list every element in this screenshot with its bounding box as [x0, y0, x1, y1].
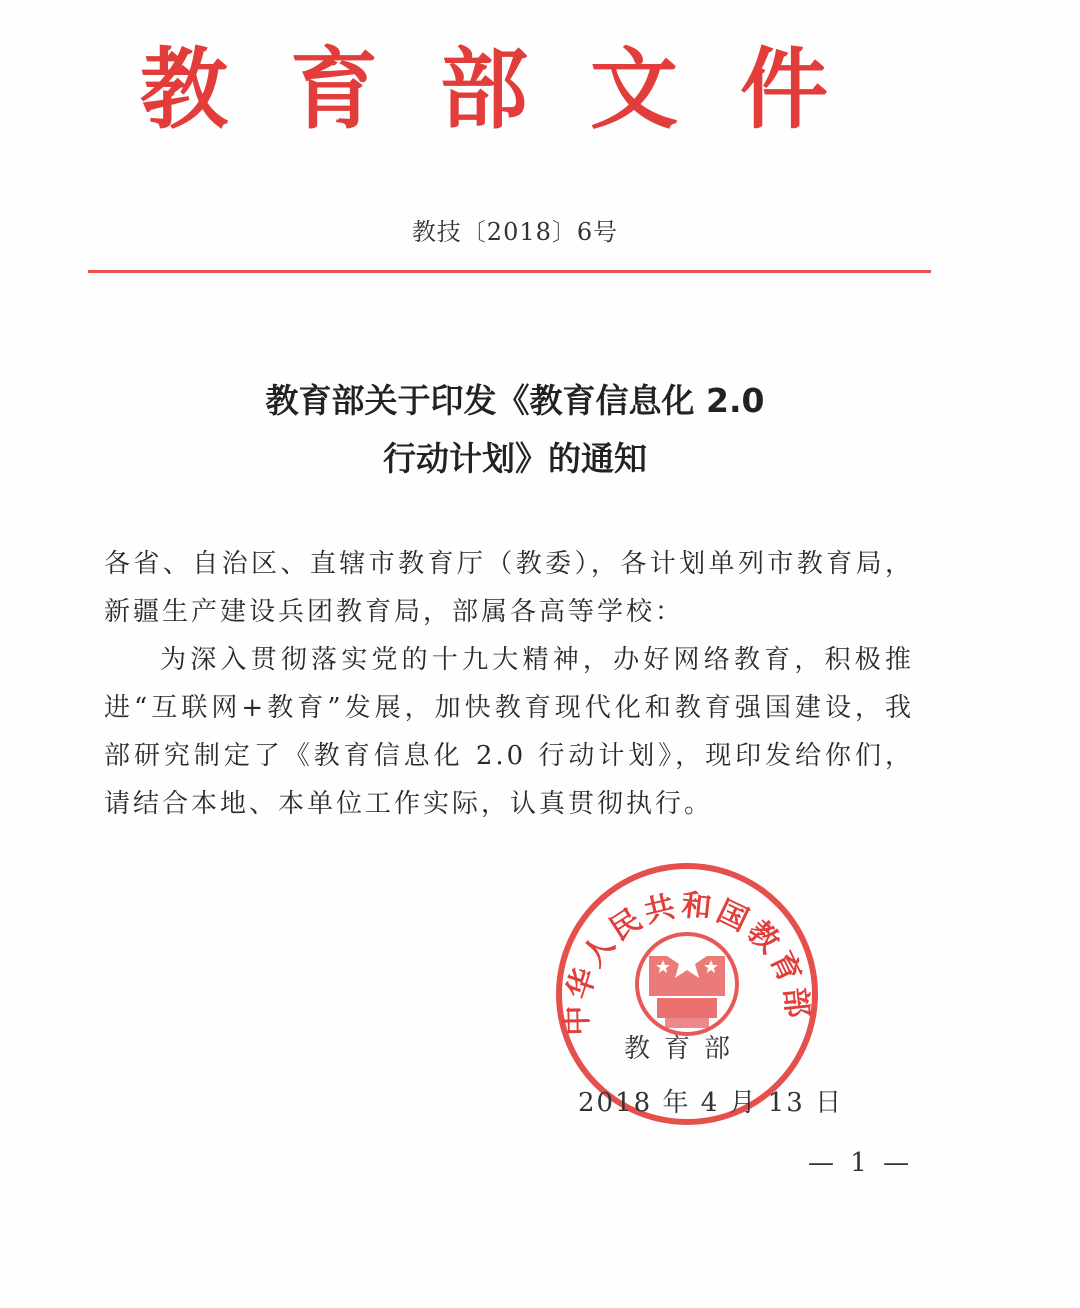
document-header-title: 教育部文件: [139, 38, 890, 141]
body-paragraph: 为深入贯彻落实党的十九大精神，办好网络教育，积极推进“互联网+教育”发展，加快教育现代化和教育强国建设，我部研究制定了《教育信息化 2.0 行动计划》，现印发给你们，请结合本地、本单位工作实际，认真贯彻执行。: [104, 645, 914, 819]
national-emblem-icon: [637, 934, 737, 1034]
notice-title-line-1: 教育部关于印发《教育信息化 2.0: [265, 381, 765, 420]
red-divider-rule: [88, 270, 931, 273]
issue-date: 2018 年 4 月 13 日: [578, 1088, 844, 1118]
notice-title-line-2: 行动计划》的通知: [383, 439, 647, 478]
signature-issuer: 教育部: [624, 1034, 745, 1064]
notice-title: [80, 372, 950, 488]
notice-body: [104, 540, 914, 828]
addressee-line: 各省、自治区、直辖市教育厅（教委），各计划单列市教育局，新疆生产建设兵团教育局，部属各高等学校：: [104, 549, 914, 627]
page-number: — 1 —: [808, 1148, 914, 1178]
document-number: 教技〔2018〕6号: [411, 218, 619, 246]
seal-text: 中华人民共和国教育部: [559, 887, 816, 1036]
